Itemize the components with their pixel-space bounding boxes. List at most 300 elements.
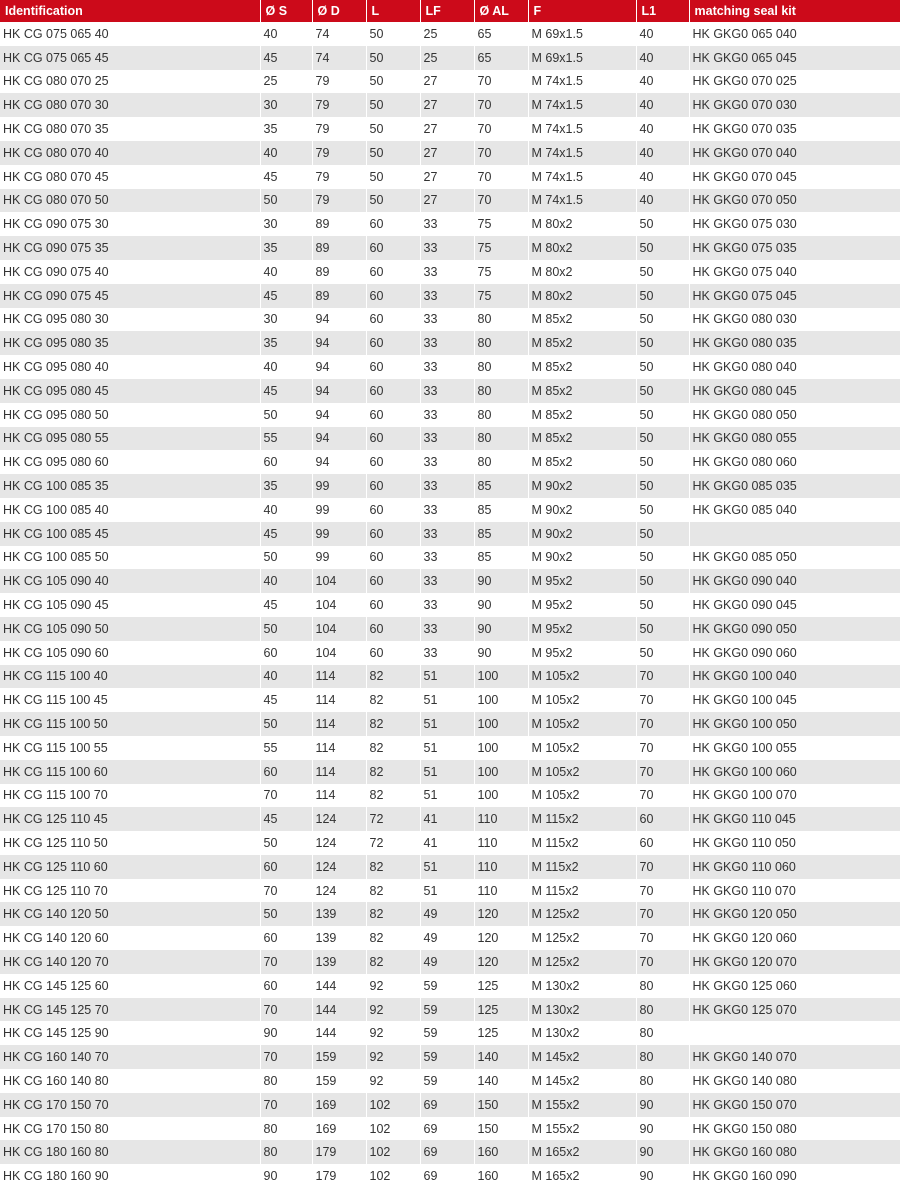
cell-l1: 40 [636, 93, 689, 117]
cell-l1: 50 [636, 522, 689, 546]
cell-outer-diameter: 94 [312, 331, 366, 355]
cell-lf: 51 [420, 736, 474, 760]
cell-al-diameter: 65 [474, 22, 528, 46]
cell-thread: M 80x2 [528, 260, 636, 284]
cell-thread: M 165x2 [528, 1164, 636, 1188]
cell-l1: 90 [636, 1164, 689, 1188]
cell-al-diameter: 75 [474, 260, 528, 284]
table-row [0, 427, 900, 451]
cell-identification: HK CG 140 120 60 [0, 926, 260, 950]
cell-length: 82 [366, 736, 420, 760]
table-row [0, 522, 900, 546]
cell-seal-kit: HK GKG0 100 050 [689, 712, 900, 736]
table-row [0, 855, 900, 879]
cell-thread: M 80x2 [528, 212, 636, 236]
cell-lf: 25 [420, 46, 474, 70]
cell-outer-diameter: 89 [312, 284, 366, 308]
table-row [0, 260, 900, 284]
cell-length: 82 [366, 926, 420, 950]
cell-thread: M 74x1.5 [528, 141, 636, 165]
cell-seal-kit: HK GKG0 140 080 [689, 1069, 900, 1093]
cell-shaft-diameter: 45 [260, 165, 312, 189]
cell-identification: HK CG 115 100 40 [0, 665, 260, 689]
cell-thread: M 105x2 [528, 784, 636, 808]
header-col-shaft-diameter: Ø S [260, 0, 312, 22]
cell-identification: HK CG 105 090 40 [0, 569, 260, 593]
cell-shaft-diameter: 35 [260, 331, 312, 355]
cell-identification: HK CG 090 075 40 [0, 260, 260, 284]
cell-outer-diameter: 79 [312, 165, 366, 189]
cell-al-diameter: 90 [474, 617, 528, 641]
cell-length: 82 [366, 712, 420, 736]
cell-thread: M 74x1.5 [528, 93, 636, 117]
cell-outer-diameter: 179 [312, 1164, 366, 1188]
cell-lf: 33 [420, 522, 474, 546]
cell-thread: M 74x1.5 [528, 117, 636, 141]
cell-outer-diameter: 74 [312, 22, 366, 46]
cell-thread: M 95x2 [528, 569, 636, 593]
cell-l1: 40 [636, 46, 689, 70]
cell-lf: 51 [420, 712, 474, 736]
cell-lf: 59 [420, 998, 474, 1022]
cell-shaft-diameter: 60 [260, 855, 312, 879]
cell-seal-kit: HK GKG0 075 040 [689, 260, 900, 284]
cell-outer-diameter: 124 [312, 879, 366, 903]
cell-l1: 70 [636, 855, 689, 879]
table-row [0, 308, 900, 332]
cell-identification: HK CG 080 070 50 [0, 189, 260, 213]
cell-length: 60 [366, 379, 420, 403]
cell-thread: M 90x2 [528, 546, 636, 570]
cell-outer-diameter: 139 [312, 902, 366, 926]
cell-identification: HK CG 125 110 70 [0, 879, 260, 903]
cell-al-diameter: 80 [474, 427, 528, 451]
cell-thread: M 95x2 [528, 641, 636, 665]
table-row [0, 950, 900, 974]
cell-length: 60 [366, 546, 420, 570]
cell-length: 50 [366, 189, 420, 213]
cell-length: 82 [366, 950, 420, 974]
cell-al-diameter: 70 [474, 93, 528, 117]
cell-al-diameter: 110 [474, 807, 528, 831]
cell-length: 60 [366, 284, 420, 308]
cell-thread: M 90x2 [528, 522, 636, 546]
cell-l1: 40 [636, 165, 689, 189]
table-row [0, 403, 900, 427]
cell-l1: 50 [636, 236, 689, 260]
cell-al-diameter: 85 [474, 546, 528, 570]
cell-l1: 70 [636, 736, 689, 760]
table-row [0, 760, 900, 784]
cell-length: 60 [366, 236, 420, 260]
cell-lf: 69 [420, 1093, 474, 1117]
cell-seal-kit: HK GKG0 090 040 [689, 569, 900, 593]
cell-shaft-diameter: 50 [260, 189, 312, 213]
cell-outer-diameter: 114 [312, 712, 366, 736]
cell-seal-kit: HK GKG0 110 045 [689, 807, 900, 831]
table-row [0, 1069, 900, 1093]
table-row [0, 379, 900, 403]
cell-seal-kit: HK GKG0 080 055 [689, 427, 900, 451]
cell-lf: 33 [420, 331, 474, 355]
header-col-lf: LF [420, 0, 474, 22]
cell-length: 82 [366, 784, 420, 808]
cell-identification: HK CG 090 075 45 [0, 284, 260, 308]
table-row [0, 807, 900, 831]
cell-seal-kit: HK GKG0 110 060 [689, 855, 900, 879]
cell-identification: HK CG 105 090 45 [0, 593, 260, 617]
cell-length: 102 [366, 1117, 420, 1141]
cell-outer-diameter: 79 [312, 93, 366, 117]
cell-l1: 80 [636, 974, 689, 998]
cell-l1: 90 [636, 1117, 689, 1141]
cell-identification: HK CG 145 125 60 [0, 974, 260, 998]
cell-l1: 70 [636, 712, 689, 736]
cell-shaft-diameter: 45 [260, 379, 312, 403]
cell-shaft-diameter: 35 [260, 236, 312, 260]
cell-l1: 50 [636, 212, 689, 236]
cell-length: 82 [366, 760, 420, 784]
cell-seal-kit: HK GKG0 070 045 [689, 165, 900, 189]
cell-l1: 40 [636, 70, 689, 94]
table-row [0, 355, 900, 379]
table-row [0, 474, 900, 498]
cell-outer-diameter: 169 [312, 1117, 366, 1141]
cell-length: 92 [366, 998, 420, 1022]
table-row [0, 141, 900, 165]
cell-outer-diameter: 124 [312, 807, 366, 831]
cell-length: 92 [366, 974, 420, 998]
cell-thread: M 85x2 [528, 427, 636, 451]
cell-seal-kit: HK GKG0 100 055 [689, 736, 900, 760]
cell-l1: 50 [636, 498, 689, 522]
cell-shaft-diameter: 70 [260, 998, 312, 1022]
cell-thread: M 74x1.5 [528, 165, 636, 189]
cell-outer-diameter: 94 [312, 427, 366, 451]
cell-al-diameter: 70 [474, 70, 528, 94]
table-header [0, 0, 900, 22]
cell-shaft-diameter: 50 [260, 617, 312, 641]
header-col-thread: F [528, 0, 636, 22]
cell-length: 82 [366, 902, 420, 926]
cell-lf: 27 [420, 141, 474, 165]
cell-l1: 60 [636, 807, 689, 831]
cell-length: 60 [366, 212, 420, 236]
cell-seal-kit: HK GKG0 070 040 [689, 141, 900, 165]
cell-length: 50 [366, 46, 420, 70]
cell-seal-kit: HK GKG0 140 070 [689, 1045, 900, 1069]
cell-lf: 59 [420, 1069, 474, 1093]
cell-seal-kit: HK GKG0 070 035 [689, 117, 900, 141]
cell-l1: 70 [636, 926, 689, 950]
table-row [0, 450, 900, 474]
cell-al-diameter: 85 [474, 498, 528, 522]
cell-thread: M 155x2 [528, 1117, 636, 1141]
cell-outer-diameter: 114 [312, 760, 366, 784]
cell-length: 60 [366, 474, 420, 498]
cell-outer-diameter: 89 [312, 212, 366, 236]
cell-shaft-diameter: 45 [260, 688, 312, 712]
cell-al-diameter: 100 [474, 736, 528, 760]
table-row [0, 117, 900, 141]
cell-length: 72 [366, 807, 420, 831]
cell-al-diameter: 160 [474, 1164, 528, 1188]
cell-outer-diameter: 104 [312, 593, 366, 617]
cell-length: 60 [366, 498, 420, 522]
cell-outer-diameter: 159 [312, 1045, 366, 1069]
cell-al-diameter: 160 [474, 1140, 528, 1164]
cell-al-diameter: 75 [474, 236, 528, 260]
table-row [0, 879, 900, 903]
cell-lf: 59 [420, 974, 474, 998]
cell-l1: 70 [636, 902, 689, 926]
cell-seal-kit: HK GKG0 075 030 [689, 212, 900, 236]
cell-shaft-diameter: 40 [260, 665, 312, 689]
cell-thread: M 80x2 [528, 284, 636, 308]
table-row [0, 1093, 900, 1117]
cell-identification: HK CG 095 080 50 [0, 403, 260, 427]
cell-outer-diameter: 99 [312, 498, 366, 522]
cell-shaft-diameter: 30 [260, 212, 312, 236]
table-row [0, 165, 900, 189]
cell-al-diameter: 75 [474, 284, 528, 308]
table-row [0, 1140, 900, 1164]
cell-lf: 51 [420, 665, 474, 689]
cell-identification: HK CG 095 080 55 [0, 427, 260, 451]
table-row [0, 641, 900, 665]
cell-identification: HK CG 095 080 35 [0, 331, 260, 355]
cell-length: 50 [366, 117, 420, 141]
cell-lf: 41 [420, 831, 474, 855]
cell-al-diameter: 75 [474, 212, 528, 236]
cell-l1: 80 [636, 1069, 689, 1093]
cell-length: 72 [366, 831, 420, 855]
cell-seal-kit: HK GKG0 065 040 [689, 22, 900, 46]
cell-lf: 33 [420, 593, 474, 617]
cell-thread: M 115x2 [528, 807, 636, 831]
cell-identification: HK CG 090 075 35 [0, 236, 260, 260]
cell-seal-kit: HK GKG0 100 045 [689, 688, 900, 712]
cell-identification: HK CG 115 100 50 [0, 712, 260, 736]
cell-length: 60 [366, 427, 420, 451]
cell-identification: HK CG 170 150 80 [0, 1117, 260, 1141]
cell-l1: 50 [636, 569, 689, 593]
cell-outer-diameter: 79 [312, 189, 366, 213]
cell-shaft-diameter: 50 [260, 831, 312, 855]
cell-shaft-diameter: 45 [260, 593, 312, 617]
cell-lf: 59 [420, 1045, 474, 1069]
cell-shaft-diameter: 50 [260, 902, 312, 926]
cell-lf: 49 [420, 902, 474, 926]
cell-seal-kit: HK GKG0 085 040 [689, 498, 900, 522]
cell-shaft-diameter: 70 [260, 1093, 312, 1117]
cell-thread: M 130x2 [528, 974, 636, 998]
cell-lf: 33 [420, 379, 474, 403]
cell-seal-kit: HK GKG0 065 045 [689, 46, 900, 70]
header-col-al-diameter: Ø AL [474, 0, 528, 22]
cell-l1: 50 [636, 260, 689, 284]
cell-length: 92 [366, 1021, 420, 1045]
cell-outer-diameter: 89 [312, 236, 366, 260]
cell-al-diameter: 80 [474, 308, 528, 332]
table-row [0, 546, 900, 570]
cell-seal-kit: HK GKG0 160 080 [689, 1140, 900, 1164]
cell-outer-diameter: 94 [312, 450, 366, 474]
cell-lf: 49 [420, 926, 474, 950]
cell-identification: HK CG 180 160 90 [0, 1164, 260, 1188]
cell-thread: M 105x2 [528, 665, 636, 689]
table-row [0, 1117, 900, 1141]
cell-length: 60 [366, 331, 420, 355]
cell-thread: M 74x1.5 [528, 189, 636, 213]
cell-thread: M 155x2 [528, 1093, 636, 1117]
cell-length: 60 [366, 308, 420, 332]
cell-seal-kit: HK GKG0 100 070 [689, 784, 900, 808]
cell-al-diameter: 100 [474, 665, 528, 689]
cell-length: 60 [366, 641, 420, 665]
cell-l1: 80 [636, 1021, 689, 1045]
cell-identification: HK CG 090 075 30 [0, 212, 260, 236]
cell-al-diameter: 70 [474, 189, 528, 213]
cell-lf: 59 [420, 1021, 474, 1045]
cell-al-diameter: 125 [474, 998, 528, 1022]
cell-shaft-diameter: 50 [260, 546, 312, 570]
cell-l1: 50 [636, 355, 689, 379]
cell-length: 60 [366, 593, 420, 617]
cell-seal-kit: HK GKG0 120 050 [689, 902, 900, 926]
cell-al-diameter: 100 [474, 784, 528, 808]
cell-shaft-diameter: 45 [260, 284, 312, 308]
cell-al-diameter: 110 [474, 831, 528, 855]
cell-seal-kit: HK GKG0 080 035 [689, 331, 900, 355]
cell-lf: 33 [420, 355, 474, 379]
cell-lf: 51 [420, 784, 474, 808]
cell-length: 60 [366, 617, 420, 641]
table-row [0, 998, 900, 1022]
cell-al-diameter: 100 [474, 688, 528, 712]
cell-al-diameter: 70 [474, 141, 528, 165]
cell-seal-kit: HK GKG0 150 070 [689, 1093, 900, 1117]
cell-thread: M 80x2 [528, 236, 636, 260]
cell-seal-kit: HK GKG0 120 070 [689, 950, 900, 974]
cell-outer-diameter: 124 [312, 831, 366, 855]
cell-length: 102 [366, 1140, 420, 1164]
cell-lf: 41 [420, 807, 474, 831]
cell-seal-kit [689, 1021, 900, 1045]
cell-thread: M 85x2 [528, 308, 636, 332]
cell-thread: M 165x2 [528, 1140, 636, 1164]
cell-thread: M 95x2 [528, 593, 636, 617]
cell-lf: 33 [420, 450, 474, 474]
cell-thread: M 105x2 [528, 736, 636, 760]
cell-length: 92 [366, 1045, 420, 1069]
table-row [0, 236, 900, 260]
cell-outer-diameter: 144 [312, 998, 366, 1022]
cell-seal-kit: HK GKG0 100 040 [689, 665, 900, 689]
cell-al-diameter: 80 [474, 379, 528, 403]
cell-l1: 40 [636, 117, 689, 141]
cell-length: 82 [366, 879, 420, 903]
cell-thread: M 125x2 [528, 902, 636, 926]
cell-seal-kit: HK GKG0 110 050 [689, 831, 900, 855]
cell-identification: HK CG 095 080 45 [0, 379, 260, 403]
cell-shaft-diameter: 45 [260, 522, 312, 546]
cell-identification: HK CG 100 085 45 [0, 522, 260, 546]
cell-seal-kit: HK GKG0 125 070 [689, 998, 900, 1022]
cell-l1: 90 [636, 1140, 689, 1164]
cell-l1: 70 [636, 784, 689, 808]
cell-thread: M 90x2 [528, 498, 636, 522]
cell-outer-diameter: 114 [312, 784, 366, 808]
cell-seal-kit: HK GKG0 070 030 [689, 93, 900, 117]
cell-outer-diameter: 144 [312, 974, 366, 998]
cell-outer-diameter: 124 [312, 855, 366, 879]
table-row [0, 569, 900, 593]
table-row [0, 22, 900, 46]
table-row [0, 1164, 900, 1188]
cell-identification: HK CG 160 140 70 [0, 1045, 260, 1069]
cell-outer-diameter: 104 [312, 569, 366, 593]
cell-l1: 50 [636, 331, 689, 355]
cell-lf: 33 [420, 212, 474, 236]
cell-length: 50 [366, 93, 420, 117]
cell-seal-kit: HK GKG0 120 060 [689, 926, 900, 950]
cell-shaft-diameter: 50 [260, 712, 312, 736]
cell-thread: M 69x1.5 [528, 22, 636, 46]
cell-al-diameter: 125 [474, 1021, 528, 1045]
cell-outer-diameter: 99 [312, 546, 366, 570]
cell-lf: 27 [420, 165, 474, 189]
cell-shaft-diameter: 45 [260, 807, 312, 831]
cell-length: 50 [366, 141, 420, 165]
cell-thread: M 90x2 [528, 474, 636, 498]
cell-lf: 33 [420, 403, 474, 427]
cell-identification: HK CG 075 065 45 [0, 46, 260, 70]
cell-seal-kit: HK GKG0 100 060 [689, 760, 900, 784]
cell-l1: 80 [636, 998, 689, 1022]
cell-shaft-diameter: 40 [260, 141, 312, 165]
table-body [0, 22, 900, 1188]
table-row [0, 1045, 900, 1069]
cell-identification: HK CG 080 070 35 [0, 117, 260, 141]
cell-al-diameter: 90 [474, 641, 528, 665]
cell-l1: 50 [636, 427, 689, 451]
cell-l1: 50 [636, 593, 689, 617]
cell-seal-kit: HK GKG0 080 060 [689, 450, 900, 474]
table-row [0, 712, 900, 736]
cell-identification: HK CG 125 110 50 [0, 831, 260, 855]
cell-outer-diameter: 79 [312, 117, 366, 141]
cell-identification: HK CG 125 110 60 [0, 855, 260, 879]
cell-identification: HK CG 095 080 30 [0, 308, 260, 332]
cell-al-diameter: 80 [474, 403, 528, 427]
cell-lf: 33 [420, 260, 474, 284]
cell-thread: M 105x2 [528, 688, 636, 712]
cell-al-diameter: 90 [474, 593, 528, 617]
cell-outer-diameter: 79 [312, 141, 366, 165]
cell-l1: 40 [636, 189, 689, 213]
cell-seal-kit: HK GKG0 075 035 [689, 236, 900, 260]
cell-thread: M 145x2 [528, 1045, 636, 1069]
cell-seal-kit: HK GKG0 090 050 [689, 617, 900, 641]
table-row [0, 284, 900, 308]
cell-length: 82 [366, 855, 420, 879]
cell-lf: 51 [420, 855, 474, 879]
cell-shaft-diameter: 45 [260, 46, 312, 70]
cell-lf: 27 [420, 93, 474, 117]
cell-shaft-diameter: 90 [260, 1021, 312, 1045]
cell-identification: HK CG 095 080 60 [0, 450, 260, 474]
